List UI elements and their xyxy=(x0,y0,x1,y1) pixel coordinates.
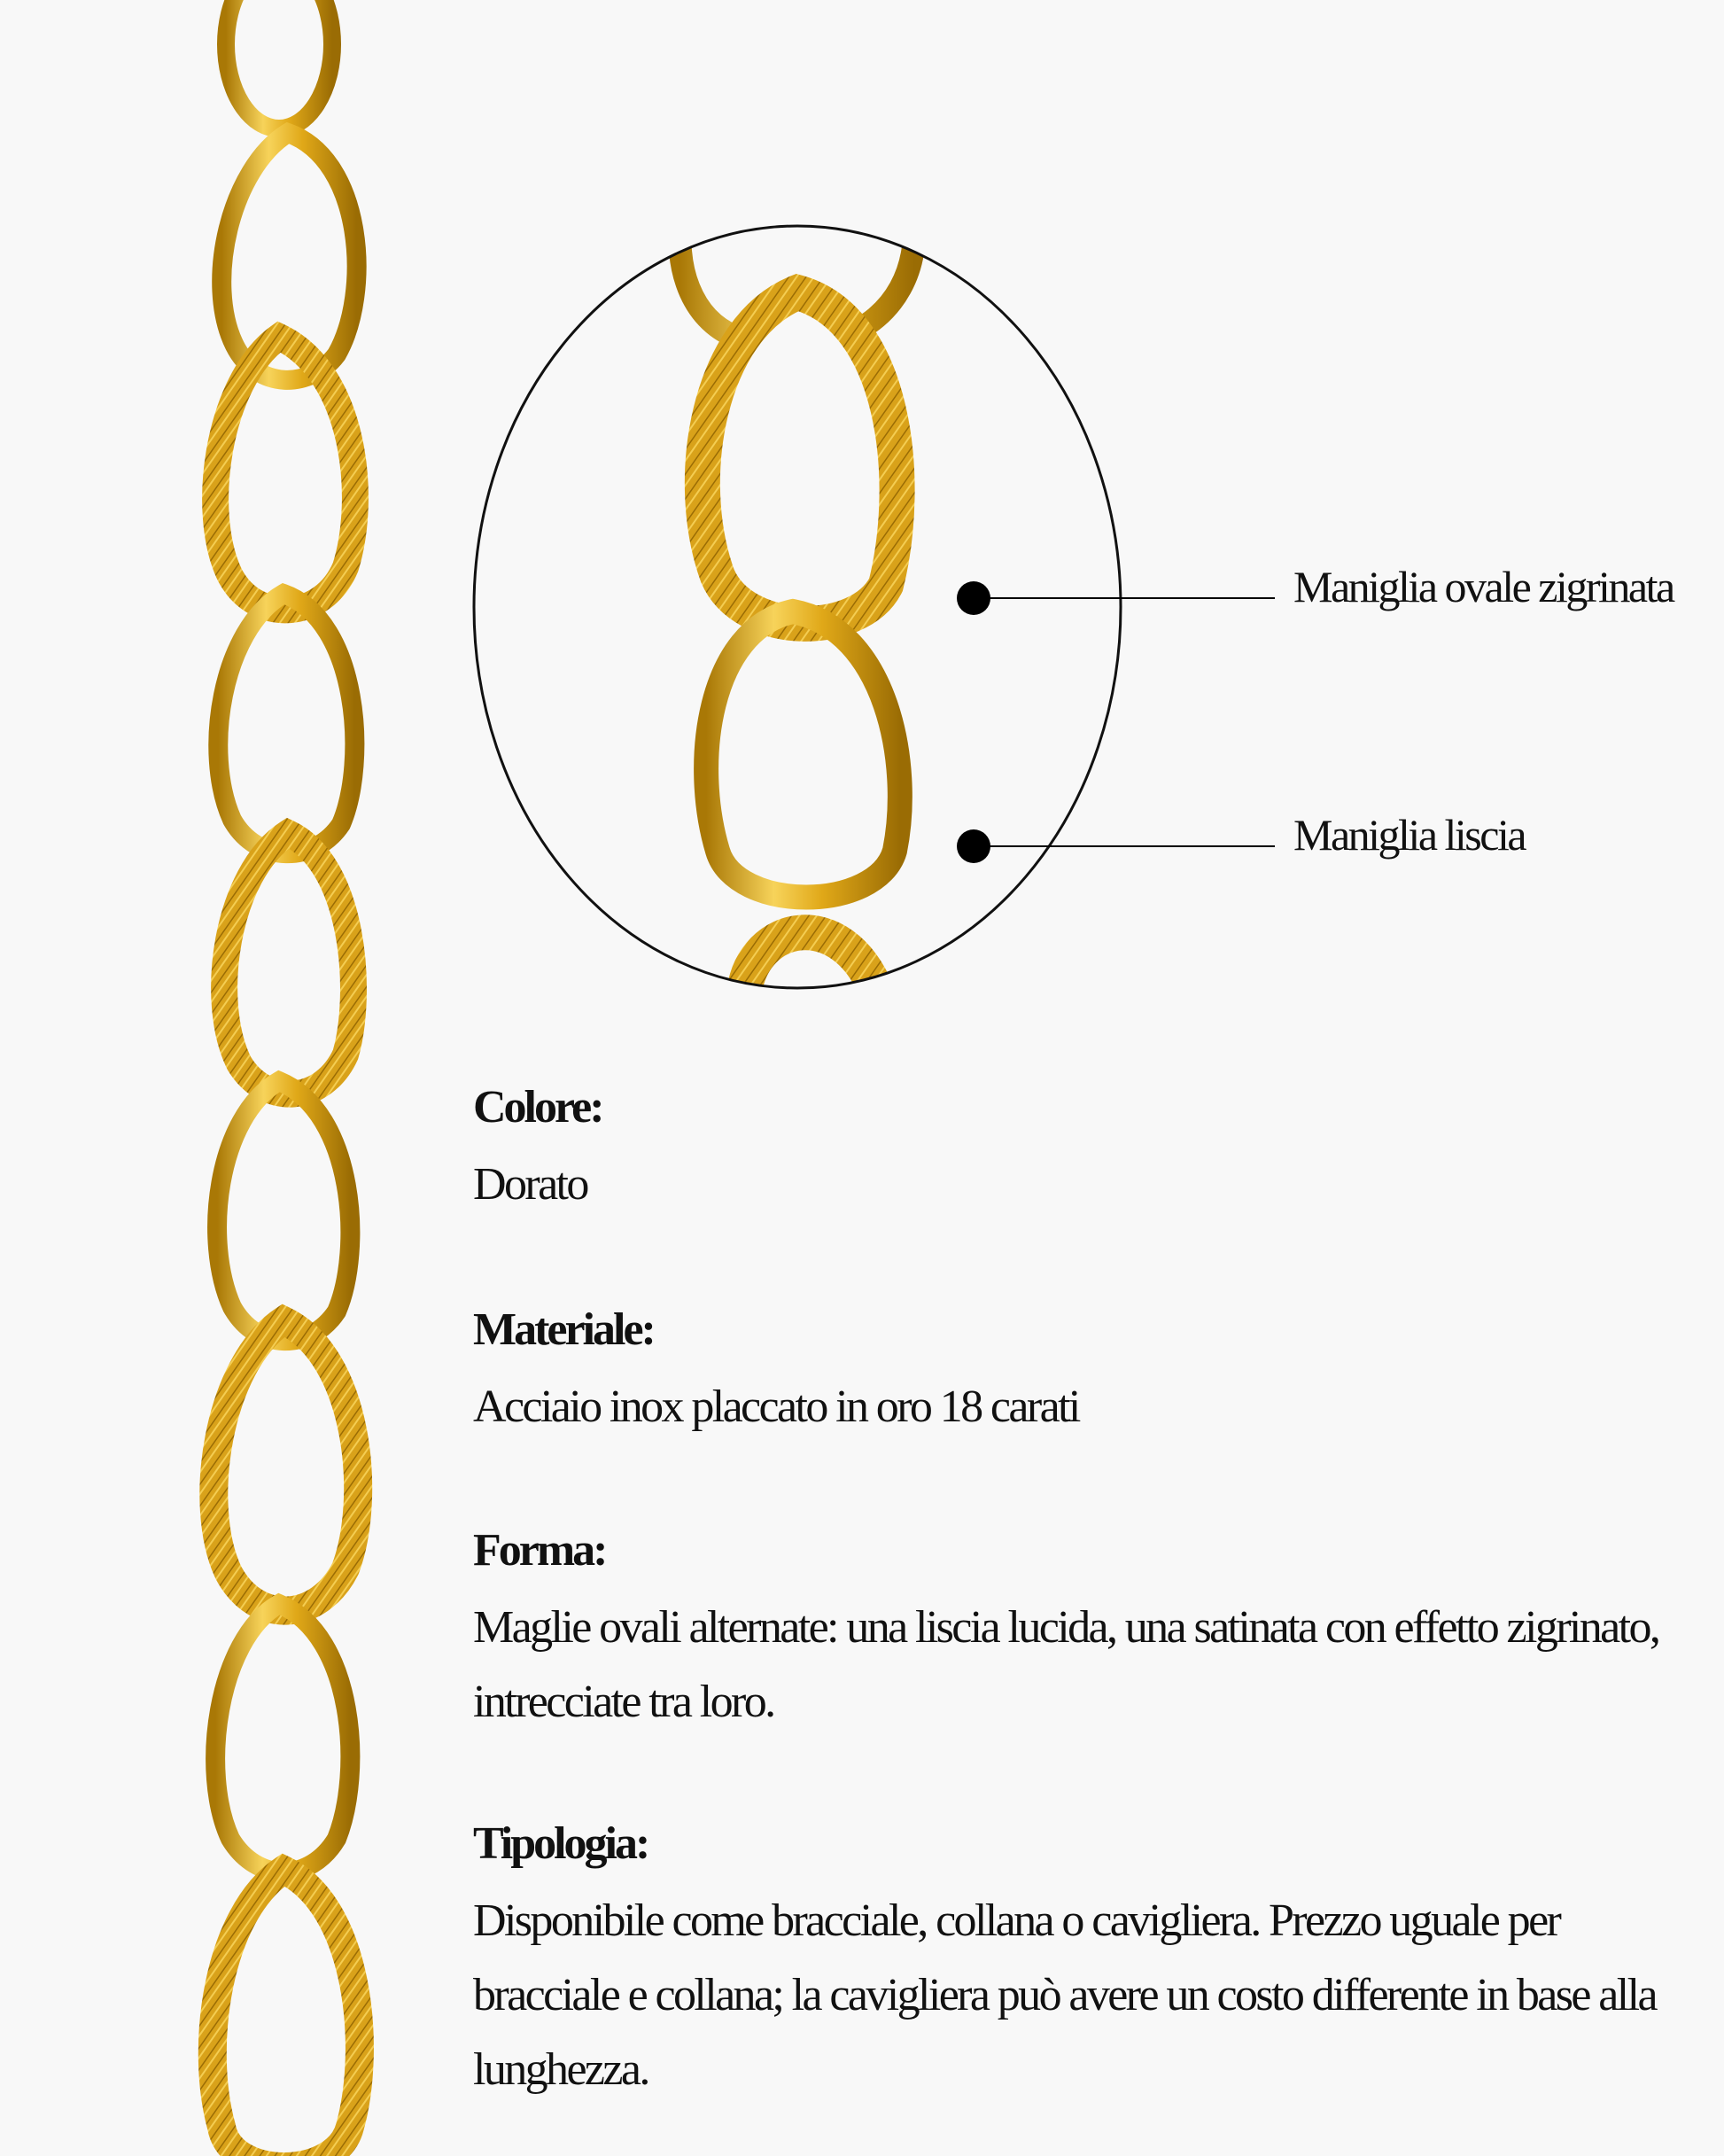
spec-material-label: Materiale: xyxy=(473,1304,654,1355)
spec-type-label: Tipologia: xyxy=(473,1818,648,1869)
spec-color-label: Colore: xyxy=(473,1082,602,1132)
callout-label-smooth: Maniglia liscia xyxy=(1293,810,1526,860)
zoom-link-smooth xyxy=(706,611,900,898)
spec-color xyxy=(473,1077,1687,1222)
zoom-link-textured xyxy=(703,292,897,624)
chain-link-textured xyxy=(213,1870,360,2156)
spec-shape-label: Forma: xyxy=(473,1525,606,1576)
chain-link-textured xyxy=(224,833,353,1094)
spec-material xyxy=(473,1299,1687,1444)
callout-line xyxy=(974,597,1275,599)
spec-material-value: Acciaio inox placcato in oro 18 carati xyxy=(473,1382,1079,1432)
callout-label-textured: Maniglia ovale zigrinata xyxy=(1293,562,1674,611)
chain-link-textured xyxy=(214,1320,358,1611)
spec-shape xyxy=(473,1520,1687,1740)
callout-pointer-smooth xyxy=(957,829,1276,864)
spec-type xyxy=(473,1813,1687,2107)
zoom-link-textured-bottom xyxy=(744,932,877,992)
chain-link-smooth xyxy=(218,594,354,853)
spec-type-value: Disponibile come bracciale, collana o cavigliera. Prezzo uguale per bracciale e collana; la cavigliera può avere un costo differente in base alla lunghezza. xyxy=(473,1895,1656,2095)
chain-link-smooth xyxy=(226,0,332,128)
spec-shape-value: Maglie ovali alternate: una liscia lucida, una satinata con effetto zigrinato, intrecciate tra loro. xyxy=(473,1602,1659,1727)
chain-link-smooth xyxy=(217,1081,350,1341)
callout-line xyxy=(974,845,1275,847)
chain-image xyxy=(133,0,425,2156)
chain-link-smooth xyxy=(215,1604,350,1872)
callout-pointer-textured xyxy=(957,580,1276,616)
spec-color-value: Dorato xyxy=(473,1159,587,1210)
